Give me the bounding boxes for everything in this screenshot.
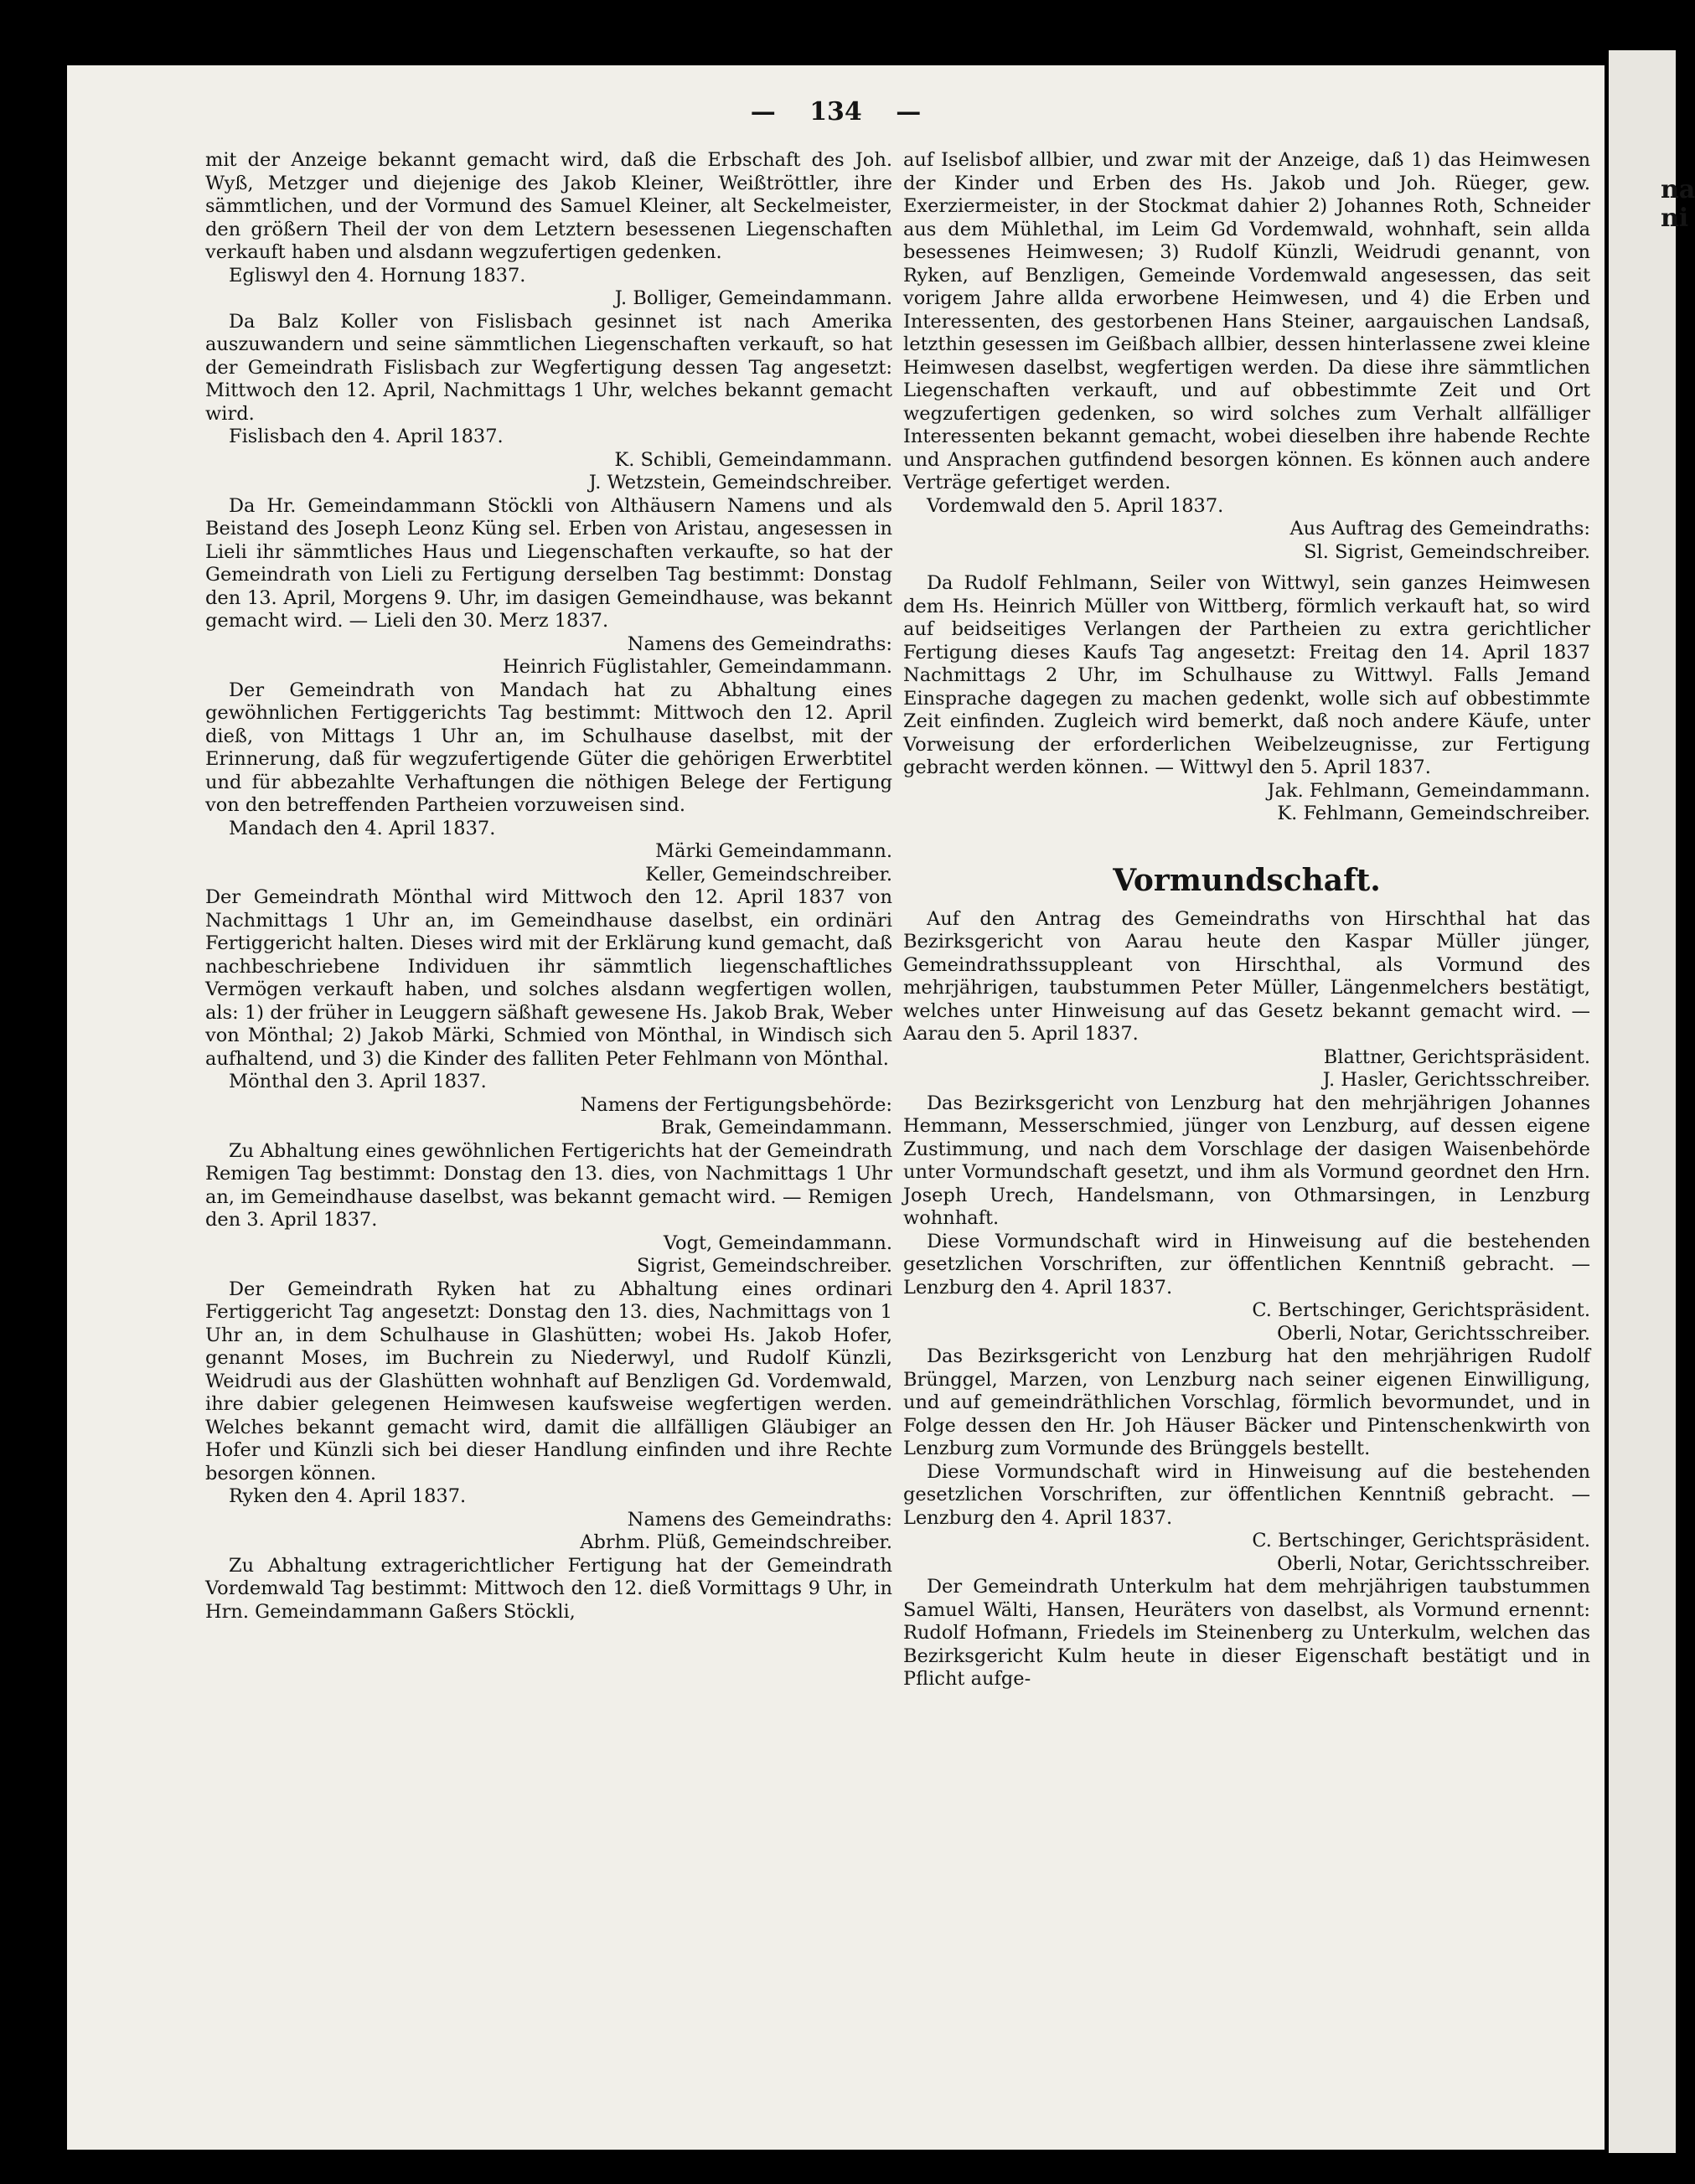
signature: Blattner, Gerichtspräsident. [1323,1046,1590,1068]
signature: Namens der Fertigungsbehörde: [580,1093,892,1116]
notice-paragraph: Da Hr. Gemeindammann Stöckli von Althäusern Namens und als Beistand des Joseph Leonz Küng sel. Erben von Aristau, angesessen in Lieli ihr sämmtliches Haus und Liegenschaften verkaufte, so hat der Gemeindrath von Lieli zu Fertigung derselben Tag bestimmt: Donstag den 13. April, Morgens 9. Uhr, im dasigen Gemeindhause, was bekannt gemacht wird. — Lieli den 30. Merz 1837. [205,494,892,632]
right-column [903,149,1590,1691]
signature: Sl. Sigrist, Gemeindschreiber. [1304,540,1590,563]
signature: K. Schibli, Gemeindammann. [614,448,892,471]
newspaper-page [67,65,1605,2150]
signature: Namens des Gemeindraths: [627,1508,892,1531]
signature: J. Bolliger, Gemeindammann. [614,287,892,309]
edge-fragment: na [1661,175,1695,204]
signature: K. Fehlmann, Gemeindschreiber. [1277,803,1590,824]
notice-paragraph: Der Gemeindrath von Mandach hat zu Abhaltung eines gewöhnlichen Fertiggerichts Tag bestimmt: Mittwoch den 12. April dieß, von Mittags 1 Uhr an, im Schulhause daselbst, mit der Erinnerung, daß für wegzufertigende Güter die gehörigen Erwerbtitel und für abbezahlte Verhaftungen die nöthigen Belege der Fertigung von den betreffenden Partheien vorzuweisen sind. [205,679,892,816]
place-date: Vordemwald den 5. April 1837. [927,494,1224,517]
signature: Aus Auftrag des Gemeindraths: [1289,518,1590,540]
notice-paragraph: Der Gemeindrath Mönthal wird Mittwoch den 12. April 1837 von Nachmittags 1 Uhr an, im Gemeindhause daselbst, ein ordinäri Fertiggericht halten. Dieses wird mit der Erklärung kund gemacht, daß nachbeschriebene Individuen ihr sämmtlich liegenschaftliches Vermögen verkauft haben, und solches alsdann wegfertigen wollen, als: 1) der früher in Leuggern säßhaft gewesene Hs. Jakob Brak, Weber von Mönthal; 2) Jakob Märki, Schmied von Mönthal, in Windisch sich aufhaltend, und 3) die Kinder des falliten Peter Fehlmann von Mönthal. [205,886,892,1070]
edge-fragment: ni [1661,204,1689,233]
signature: Namens des Gemeindraths: [627,632,892,655]
notice-paragraph: Diese Vormundschaft wird in Hinweisung auf die bestehenden gesetzlichen Vorschriften, zur öffentlichen Kenntniß gebracht. — Lenzburg den 4. April 1837. [903,1460,1590,1529]
place-date: Mandach den 4. April 1837. [229,817,496,839]
notice-paragraph: mit der Anzeige bekannt gemacht wird, daß die Erbschaft des Joh. Wyß, Metzger und diejenige des Jakob Kleiner, Weißtröttler, ihre sämmtlichen, und der Vormund des Samuel Kleiner, alt Seckelmeister, den größern Theil der von dem Letztern besessenen Liegenschaften verkauft haben und alsdann wegzufertigen gedenken. [205,149,892,263]
notice-paragraph: Auf den Antrag des Gemeindraths von Hirschthal hat das Bezirksgericht von Aarau heute den Kaspar Müller jünger, Gemeindrathssuppleant von Hirschthal, als Vormund des mehrjährigen, taubstummen Peter Müller, Längenmelchers bestätigt, welches unter Hinweisung auf das Gesetz bekannt gemacht wird. — Aarau den 5. April 1837. [903,907,1590,1045]
notice-paragraph: Der Gemeindrath Ryken hat zu Abhaltung eines ordinari Fertiggericht Tag angesetzt: Donstag den 13. dies, Nachmittags von 1 Uhr an, in dem Schulhause in Glashütten; wobei Hs. Jakob Hofer, genannt Moses, im Buchrein zu Niederwyl, und Rudolf Künzli, Weidrudi aus der Glashütten wohnhaft auf Benzligen Gd. Vordemwald, ihre dabier gelegenen Heimwesen kaufsweise wegfertigen werden. Welches bekannt gemacht wird, damit die allfälligen Gläubiger an Hofer und Künzli sich bei dieser Handlung einfinden und ihre Rechte besorgen können. [205,1278,892,1484]
place-date: Egliswyl den 4. Hornung 1837. [229,264,526,287]
notice-paragraph: Das Bezirksgericht von Lenzburg hat den mehrjährigen Johannes Hemmann, Messerschmied, jünger von Lenzburg, auf dessen eigene Zustimmung, und nach dem Vorschlage der dasigen Waisenbehörde unter Vormundschaft gesetzt, und ihm als Vormund geordnet den Hrn. Joseph Urech, Handelsmann, von Othmarsingen, in Lenzburg wohnhaft. [903,1092,1590,1229]
signature: C. Bertschinger, Gerichtspräsident. [1252,1530,1590,1552]
signature: Brak, Gemeindammann. [660,1117,892,1138]
notice-paragraph: Da Rudolf Fehlmann, Seiler von Wittwyl, sein ganzes Heimwesen dem Hs. Heinrich Müller von Wittberg, förmlich verkauft hat, so wird auf beidseitiges Verlangen der Partheien zu extra gerichtlicher Fertigung dieses Kaufs Tag angesetzt: Freitag den 14. April 1837 Nachmittags 2 Uhr, im Schulhause zu Wittwyl. Falls Jemand Einsprache dagegen zu machen gedenkt, wolle sich auf obbestimmte Zeit einfinden. Zugleich wird bemerkt, daß noch andere Käufe, unter Vorweisung der erforderlichen Weibelzeugnisse, zur Fertigung gebracht werden können. — Wittwyl den 5. April 1837. [903,572,1590,778]
notice-paragraph: Zu Abhaltung eines gewöhnlichen Fertigerichts hat der Gemeindrath Remigen Tag bestimmt: Donstag den 13. dies, von Nachmittags 1 Uhr an, im Gemeindhause daselbst, was bekannt gemacht wird. — Remigen den 3. April 1837. [205,1139,892,1231]
page-number-line [67,97,1605,126]
dash-left: — [750,97,776,126]
signature: J. Wetzstein, Gemeindschreiber. [588,472,892,493]
place-date: Fislisbach den 4. April 1837. [229,426,504,447]
place-date: Ryken den 4. April 1837. [229,1485,467,1507]
notice-paragraph: Der Gemeindrath Unterkulm hat dem mehrjährigen taubstummen Samuel Wälti, Hansen, Heuräters von daselbst, als Vormund ernennt: Rudolf Hofmann, Friedels im Steinenberg zu Unterkulm, welchen das Bezirksgericht Kulm heute in dieser Eigenschaft bestätigt und in Pflicht aufge- [903,1576,1590,1690]
signature: Keller, Gemeindschreiber. [645,863,892,885]
signature: Vogt, Gemeindammann. [663,1231,892,1254]
notice-paragraph: Da Balz Koller von Fislisbach gesinnet ist nach Amerika auszuwandern und seine sämmtlichen Liegenschaften verkauft, so hat der Gemeindrath Fislisbach zur Wegfertigung dessen Tag angesetzt: Mittwoch den 12. April, Nachmittags 1 Uhr, welches bekannt gemacht wird. [205,310,892,425]
signature: Oberli, Notar, Gerichtsschreiber. [1277,1552,1590,1575]
left-column [205,149,892,1624]
signature: Jak. Fehlmann, Gemeindammann. [1267,779,1590,802]
signature: Heinrich Füglistahler, Gemeindammann. [503,656,892,678]
adjacent-page-edge [1609,50,1695,2153]
notice-paragraph: auf Iselisbof allbier, und zwar mit der Anzeige, daß 1) das Heimwesen der Kinder und Erben des Hs. Jakob und Joh. Rüeger, gew. Exerziermeister, in der Stockmat dahier 2) Johannes Roth, Schneider aus dem Mühlethal, im Leim Gd Vordemwald, wohnhaft, sein allda besessenes Heimwesen; 3) Rudolf Künzli, Weidrudi genannt, von Ryken, auf Benzligen, Gemeinde Vordemwald angesessen, das seit vorigem Jahre allda erworbene Heimwesen, und 4) die Erben und Interessenten, des gestorbenen Hans Steiner, aargauischen Landsaß, letzthin gesessen im Geißbach allbier, dessen hinterlassene zwei kleine Heimwesen daselbst, wegfertigen werden. Da diese ihre sämmtlichen Liegenschaften verkauft, und auf obbestimmte Zeit und Ort wegzufertigen gedenken, so wird solches zum Verhalt allfälliger Interessenten bekannt gemacht, wobei dieselben ihre habende Rechte und Ansprachen gutfindend besorgen können. Es können auch andere Verträge gefertiget werden. [903,149,1590,493]
notice-paragraph: Zu Abhaltung extragerichtlicher Fertigung hat der Gemeindrath Vordemwald Tag bestimmt: Mittwoch den 12. dieß Vormittags 9 Uhr, in Hrn. Gemeindammann Gaßers Stöckli, [205,1554,892,1623]
signature: J. Hasler, Gerichtsschreiber. [1322,1069,1590,1091]
section-heading-vormundschaft: Vormundschaft. [1113,862,1381,898]
signature: Sigrist, Gemeindschreiber. [637,1255,892,1277]
notice-paragraph: Diese Vormundschaft wird in Hinweisung auf die bestehenden gesetzlichen Vorschriften, zur öffentlichen Kenntniß gebracht. — Lenzburg den 4. April 1837. [903,1230,1590,1299]
place-date: Mönthal den 3. April 1837. [229,1071,487,1092]
page-number: 134 [809,97,862,126]
notice-paragraph: Das Bezirksgericht von Lenzburg hat den mehrjährigen Rudolf Brünggel, Marzen, von Lenzburg nach seiner eigenen Einwilligung, und auf gemeindräthlichen Vorschlag, förmlich bevormundet, und in Folge dessen den Hr. Joh Häuser Bäcker und Pintenschenkwirth von Lenzburg zum Vormunde des Brünggels bestellt. [903,1345,1590,1459]
signature: Abrhm. Plüß, Gemeindschreiber. [580,1531,892,1553]
signature: C. Bertschinger, Gerichtspräsident. [1252,1299,1590,1321]
signature: Märki Gemeindammann. [655,840,892,862]
dash-right: — [896,97,922,126]
signature: Oberli, Notar, Gerichtsschreiber. [1277,1322,1590,1345]
